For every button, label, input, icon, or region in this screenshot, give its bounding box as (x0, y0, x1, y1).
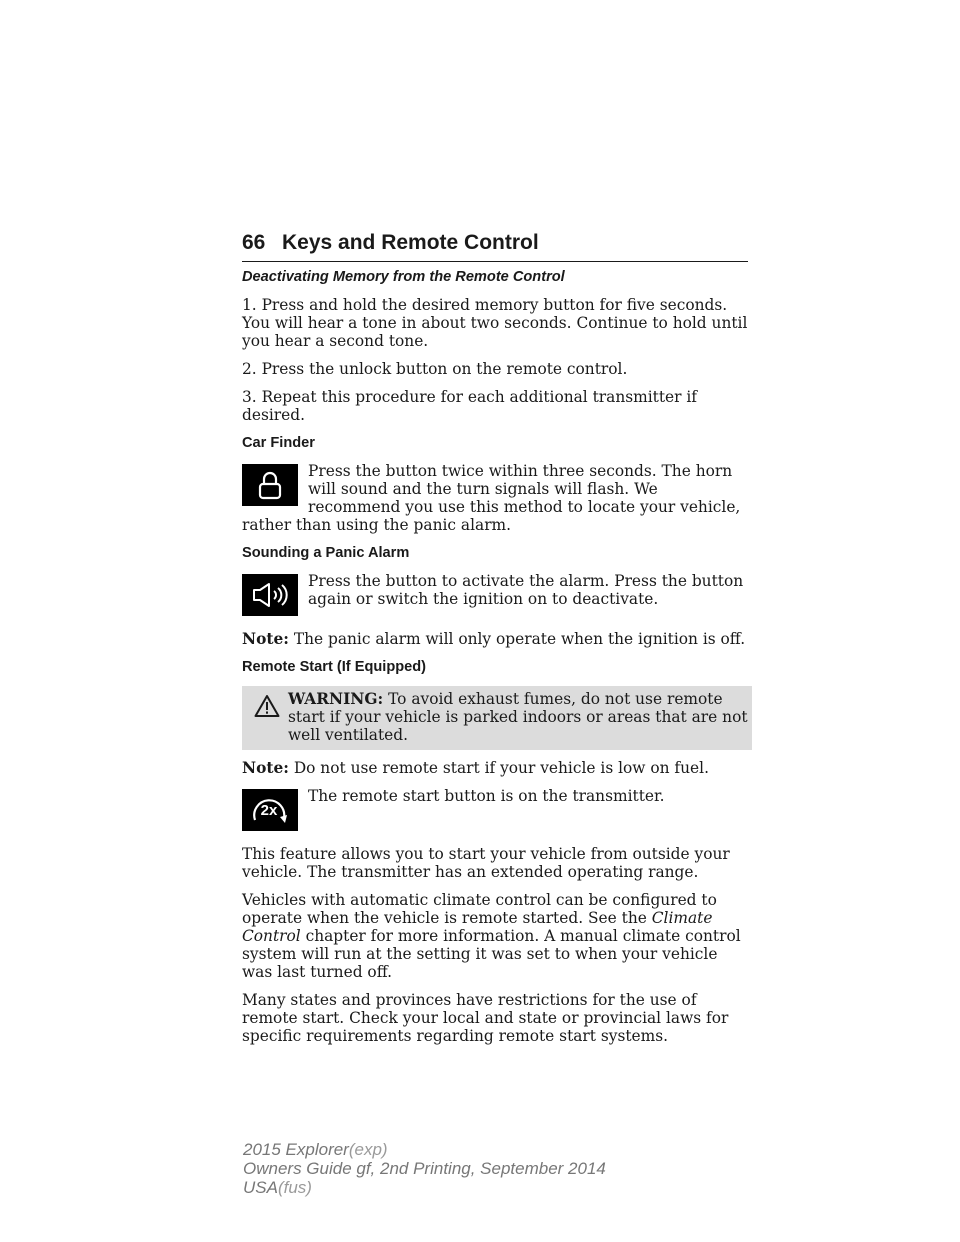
footer-model (243, 1140, 606, 1159)
deactivate-step-2: 2. Press the unlock button on the remote control. (242, 360, 628, 378)
warning-label: WARNING: (288, 690, 384, 708)
car-finder-heading: Car Finder (242, 435, 315, 451)
model-name: 2015 Explorer (243, 1140, 349, 1159)
remote-start-para-2 (242, 891, 752, 981)
remote-start-2x-icon (242, 789, 298, 831)
climate-control-reference: Climate Control (242, 909, 713, 945)
panic-heading: Sounding a Panic Alarm (242, 545, 410, 561)
para-text: Vehicles with automatic climate control can be configured to operate when the vehicle is remote started. See the (242, 891, 717, 927)
horn-icon (242, 574, 298, 616)
remote-start-heading: Remote Start (If Equipped) (242, 659, 427, 675)
note-text: Do not use remote start if your vehicle is low on fuel. (288, 759, 709, 777)
market-name: USA (243, 1178, 278, 1197)
page-footer (243, 1140, 606, 1197)
icon-label: 2x (260, 802, 278, 819)
panic-text: Press the button to activate the alarm. Press the button again or switch the ignition on to deactivate. (308, 572, 744, 608)
remote-start-button-text: The remote start button is on the transmitter. (308, 787, 665, 805)
page-number: 66 (242, 231, 266, 254)
panic-block (242, 572, 752, 620)
panic-note (242, 630, 752, 648)
footer-market (243, 1178, 606, 1197)
remote-start-para-3: Many states and provinces have restrictions for the use of remote start. Check your local and state or provincial laws for specific requirements regarding remote start systems. (242, 991, 729, 1045)
warning-text (242, 690, 752, 744)
remote-start-para-1: This feature allows you to start your vehicle from outside your vehicle. The transmitter has an extended operating range. (242, 845, 730, 881)
deactivate-step-3: 3. Repeat this procedure for each additional transmitter if desired. (242, 388, 698, 424)
car-finder-text: Press the button twice within three seconds. The horn will sound and the turn signals will flash. We recommend you use this method to locate your vehicle, rather than using the panic alarm. (242, 462, 741, 534)
chapter-title: Keys and Remote Control (282, 231, 539, 254)
warning-body: To avoid exhaust fumes, do not use remote start if your vehicle is parked indoors or areas that are not well ventilated. (288, 690, 748, 744)
warning-box (242, 686, 752, 750)
page-content (242, 268, 752, 1055)
car-finder-block (242, 462, 752, 534)
deactivate-heading: Deactivating Memory from the Remote Control (242, 269, 565, 285)
warning-triangle-icon (254, 694, 280, 718)
note-text: The panic alarm will only operate when the ignition is off. (288, 630, 746, 648)
para-text: chapter for more information. A manual climate control system will run at the setting it was set to when your vehicle was last turned off. (242, 927, 741, 981)
market-code: (fus) (277, 1178, 312, 1197)
note-label: Note: (242, 759, 289, 777)
footer-guide: Owners Guide gf, 2nd Printing, September 2014 (243, 1159, 606, 1178)
deactivate-step-1: 1. Press and hold the desired memory button for five seconds. You will hear a tone in about two seconds. Continue to hold until you hear a second tone. (242, 296, 748, 350)
page-header (242, 231, 748, 262)
model-code: (exp) (348, 1140, 388, 1159)
fuel-note (242, 759, 752, 777)
remote-start-button-block (242, 787, 752, 835)
lock-icon (242, 464, 298, 506)
note-label: Note: (242, 630, 289, 648)
